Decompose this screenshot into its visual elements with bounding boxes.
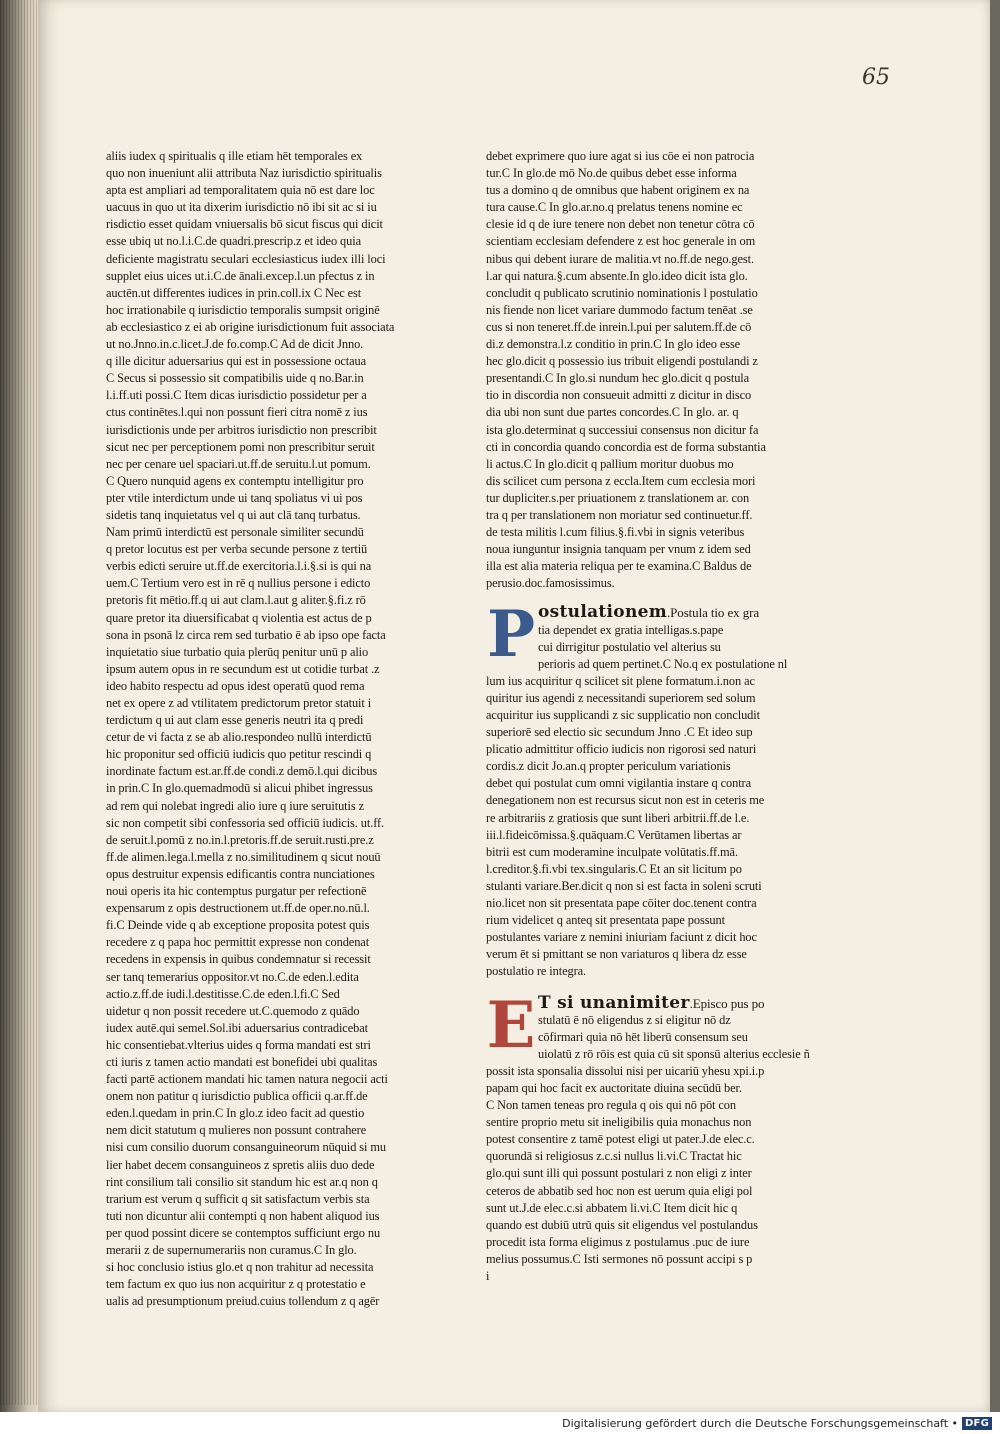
heading-line: cui dirrigitur postulatio vel alterius su <box>538 639 721 654</box>
text-line: C Secus si possessio sit compatibilis uide q no.Bar.in <box>106 371 364 386</box>
heading-line: cōfirmari quia nō hēt liberū consensum seu <box>538 1029 748 1044</box>
text-line: tur dupliciter.s.per priuationem z translationem ar. con <box>486 490 750 505</box>
text-line: in prin.C In glo.quemadmodū si alicui phibet ingressus <box>106 781 373 796</box>
text-line: per quod possint dicere se contemptos sufficiunt ergo nu <box>106 1225 381 1240</box>
text-line: pretoris fit mētio.ff.q ui aut clam.l.aut g aliter.§.fi.z rō <box>106 593 366 608</box>
text-line: rint consilium tali consilio sit standum hic est ar.q non q <box>106 1174 378 1189</box>
text-line: ipsum autem opus in re secundum est ut cotidie turbat .z <box>106 661 380 676</box>
text-line: noua iunguntur insignia tanquam per vnum z idem sed <box>486 542 751 557</box>
text-line: onem non patitur q iurisdictio publica officii q.ar.ff.de <box>106 1089 368 1104</box>
text-line: sic non competit sibi confessoria sed officiū iudicis. ut.ff. <box>106 815 385 830</box>
text-line: stulanti variare.Ber.dicit q non si est facta in soleni scruti <box>486 878 762 893</box>
text-line: sidetis tanq inquietatus vel q ui aut clā tanq turbatus. <box>106 507 361 522</box>
footer-funding-text: Digitalisierung gefördert durch die Deutsche Forschungsgemeinschaft • <box>562 1416 959 1430</box>
text-line: ceteros de abbatib sed hoc non est uerum quia eligi pol <box>486 1183 753 1198</box>
text-line: possit ista sponsalia dissolui nisi per uicariū yhesu xpi.i.p <box>486 1063 765 1078</box>
text-line: quando est dubiū utrū quis sit eligendus vel postulandus <box>486 1217 758 1232</box>
text-line: rium videlicet q anteq sit presentata pape possunt <box>486 913 725 928</box>
text-line: nisi cum consilio duorum consanguineorum nūquid si mu <box>106 1140 387 1155</box>
text-line: glo.qui sunt illi qui possunt postulari z non eligi z inter <box>486 1166 752 1181</box>
heading-line <box>538 604 778 621</box>
text-line: tem factum ex quo ius non acquiritur z q protestatio e <box>106 1277 366 1292</box>
heading-gloss: .Episco pus po <box>689 995 765 1011</box>
text-line: concludit q publicato scrutinio nominationis l postulatio <box>486 285 758 300</box>
text-line: verum ēt si pmittant se non variaturos q libera dz esse <box>486 947 747 962</box>
text-line: quorundā si religiosus z.c.si nullus li.vi.C Tractat hic <box>486 1149 742 1164</box>
text-line: tura cause.C In glo.ar.no.q prelatus tenens nomine ec <box>486 200 743 215</box>
text-line: scientiam ecclesiam defendere z est hoc generale in om <box>486 234 756 249</box>
text-line: hic consentiebat.vlterius uides q forma mandati est stri <box>106 1037 371 1052</box>
text-line: sona in psonā lz circa rem sed turbatio ē ab ipso ope facta <box>106 627 386 642</box>
text-line: postulantes variare z nemini iniuriam faciunt z dicit hoc <box>486 930 757 945</box>
text-line: papam qui hoc facit ex auctoritate diuina secūdū ber. <box>486 1080 742 1095</box>
right-column-top-text <box>486 148 778 592</box>
text-line: l.i.ff.uti possi.C Item dicas iurisdictio possidetur per a <box>106 388 367 403</box>
section-et-si-unanimiter <box>486 987 810 1063</box>
text-line: de testa militis l.cum filius.§.fi.vbi in signis veteribus <box>486 525 745 540</box>
section-et-si-unanimiter-body <box>486 1063 778 1285</box>
text-line: ad rem qui nolebat ingredi alio iure q iure seruitutis z <box>106 798 364 813</box>
text-line: opus destruitur expensis edificantis contra nunciationes <box>106 866 375 881</box>
text-line: quare pretor ita diuersificabat q violentia est actus de p <box>106 610 372 625</box>
text-line: postulatio re integra. <box>486 964 586 979</box>
text-line: nec per cenare uel spaciari.ut.ff.de seruitu.l.ut pomum. <box>106 456 371 471</box>
text-line: q ille dicitur aduersarius qui est in possessione octaua <box>106 354 367 369</box>
heading-line: tia dependet ex gratia intelligas.s.pape <box>538 622 724 637</box>
text-line: ualis ad presumptionum preiud.cuius tollendum z q agēr <box>106 1294 380 1309</box>
text-line: sentire proprio metu sit ineligibilis quia monachus non <box>486 1115 752 1130</box>
text-line: verbis edicti seruire ut.ff.de exercitoria.l.i.§.si is qui na <box>106 559 372 574</box>
text-line: cti iuris z tamen actio mandati est bonefidei ubi qualitas <box>106 1054 378 1069</box>
text-line: C Quero nunquid agens ex contemptu intelligitur pro <box>106 473 364 488</box>
text-line: de seruit.l.pomū z no.in.l.pretoris.ff.de seruit.rusti.pre.z <box>106 832 374 847</box>
book-page <box>38 0 990 1412</box>
text-line: hic proponitur sed officiū iudicis quo petitur rescindi q <box>106 747 372 762</box>
text-line: debet qui postulat cum omni vigilantia instare q contra <box>486 776 751 791</box>
right-column <box>486 148 810 1285</box>
heading-gloss: .Postula tio ex gra <box>667 605 759 621</box>
text-line: melius possumus.C Isti sermones nō possunt accipi s p <box>486 1251 753 1266</box>
text-line: net ex opere z ad vtilitatem predictorum pretor statuit i <box>106 696 372 710</box>
heading-line: perioris ad quem pertinet.C No.q ex postulatione nl <box>538 656 788 671</box>
text-line: potest consentire z tamē potest eligi ut pater.J.de elec.c. <box>486 1132 755 1147</box>
text-line: terdictum q ui aut clam esse generis neutri ita q predi <box>106 713 364 728</box>
text-line: perusio.doc.famosissimus. <box>486 576 615 591</box>
text-line: presentandi.C In glo.si nundum hec glo.dicit q postula <box>486 371 750 386</box>
text-line: hoc irrationabile q iurisdictio temporalis sumpsit originē <box>106 302 380 317</box>
text-line: superiorē sed electio sic secundum Jnno .C Et ideo sup <box>486 725 753 740</box>
text-line: li actus.C In glo.dicit q pallium moritur duobus mo <box>486 456 734 471</box>
text-line: debet exprimere quo iure agat si ius cōe ei non patrocia <box>486 149 755 163</box>
text-line: facti partē actionem mandati hic tamen natura negocii acti <box>106 1072 388 1087</box>
text-line: noui operis ita hic contemptus purgatur per refectionē <box>106 884 367 899</box>
section-postulationem <box>486 597 788 673</box>
text-line: l.creditor.§.fi.vbi tex.singularis.C Et an sit licitum po <box>486 861 742 876</box>
text-line: iii.l.fideicōmissa.§.quāquam.C Verūtamen libertas ar <box>486 827 742 842</box>
text-line: tra q per translationem non moriatur sed continuetur.ff. <box>486 507 753 522</box>
text-line: C Non tamen teneas pro regula q ois qui nō pōt con <box>486 1098 736 1113</box>
text-line: bitrii est cum moderamine inculpate volūtatis.ff.mā. <box>486 844 738 859</box>
text-line: uacuus in quo ut ita dixerim iurisdictio nō ibi sit ac si iu <box>106 200 377 215</box>
text-line: tuti non dicuntur alii contempti q non habent aliquod ius <box>106 1208 380 1223</box>
text-line: iudex autē.qui semel.Sol.ibi aduersarius contradicebat <box>106 1020 368 1035</box>
text-line: lier habet decem consanguineos z spretis aliis duo dede <box>106 1157 375 1172</box>
text-line: denegationem non est recursus sicut non est in ceteris me <box>486 793 765 808</box>
text-line: quiritur ius agendi z necessitandi superiorem sed solum <box>486 690 756 705</box>
text-line: nis fiende non licet variare dummodo factum tenēat .se <box>486 302 753 317</box>
text-line: tio in discordia non consueuit admitti z dicitur in disco <box>486 388 752 403</box>
text-line: l.ar qui natura.§.cum absente.In glo.ideo dicit ista glo. <box>486 268 748 283</box>
text-line: lum ius acquiritur q scilicet sit plene formatum.i.non ac <box>486 673 755 688</box>
text-line: si hoc conclusio istius glo.et q non trahitur ad necessita <box>106 1260 374 1275</box>
text-line: ideo habito respectu ad opus idest operatū quod rema <box>106 678 365 693</box>
text-line: actio.z.ff.de iudi.l.destitisse.C.de eden.l.fi.C Sed <box>106 986 340 1001</box>
text-line: ser tanq temerarius oppositor.vt no.C.de eden.l.edita <box>106 969 359 984</box>
text-line: sicut nec per perceptionem pomi non prescribitur seruit <box>106 439 375 454</box>
text-line: apta est ampliari ad temporalitatem quia nō est dare loc <box>106 183 375 198</box>
text-line: esse ubiq ut no.l.i.C.de quadri.prescrip.z et ideo quia <box>106 234 361 249</box>
rubric-text: T si unanimiter <box>538 992 690 1013</box>
text-line: cordis.z dicit Jo.an.q propter periculum variationis <box>486 759 731 774</box>
section-postulationem-heading <box>538 602 788 672</box>
page-number: 65 <box>862 65 890 90</box>
text-line: risdictio esset quidam vniuersalis bō sicut fiscus qui dicit <box>106 217 383 232</box>
text-line: quo non inueniunt alii attributa Naz iurisdictio spiritualis <box>106 166 382 181</box>
text-line: hec glo.dicit q possessio ius tribuit eligendi postulandi z <box>486 354 758 369</box>
text-line: cetur de vi facta z se ab alio.respondeo nullū interdictū <box>106 730 372 745</box>
text-line: nio.licet non sit presentata pape cōiter doc.tenent contra <box>486 896 757 911</box>
text-line: eden.l.quedam in prin.C In glo.z ideo facit ad questio <box>106 1106 365 1121</box>
heading-line: stulatū ē nō eligendus z si eligitur nō dz <box>538 1012 731 1027</box>
section-et-si-unanimiter-heading <box>538 992 810 1063</box>
text-line: clesie id q de iure tenere non debet non tenetur cōtra cō <box>486 217 755 232</box>
initial-p: P <box>486 597 536 673</box>
text-line: q pretor locutus est per verba secunde persone z tertiū <box>106 542 368 557</box>
text-line: aliis iudex q spiritualis q ille etiam hēt temporales ex <box>106 149 363 163</box>
initial-e: E <box>486 987 536 1063</box>
text-line: ut no.Jnno.in.c.licet.J.de fo.comp.C Ad de dicit Jnno. <box>106 337 364 352</box>
text-line: ctus continētes.l.qui non possunt fieri citra nomē z ius <box>106 405 368 420</box>
text-line: re arbitrariis z gratiosis que sunt liberi arbitrii.ff.de l.e. <box>486 810 750 825</box>
heading-line: uiolatū z rō rōis est quia cū sit sponsū alterius ecclesie ñ <box>538 1046 810 1061</box>
text-line: trarium est verum q sufficit q sit satisfactum verbis sta <box>106 1191 370 1206</box>
text-line: uem.C Tertium vero est in rē q nullius persone i edicto <box>106 576 371 591</box>
text-line: Nam primū interdictū est personale similiter secundū <box>106 525 364 540</box>
text-line: procedit ista forma eligimus z postulamus .puc de iure <box>486 1234 750 1249</box>
section-postulationem-body <box>486 673 778 981</box>
text-line: uidetur q non possit recedere ut.C.quemodo z quādo <box>106 1003 360 1018</box>
text-line: cti in concordia quando concordia est de forma substantia <box>486 439 766 454</box>
text-line: recedens in expensis in quibus condemnatur si recessit <box>106 952 371 967</box>
text-line: plicatio admittitur officio iudicis non rigorosi sed naturi <box>486 742 757 757</box>
text-line: nem dicit statutum q mulieres non possunt contrahere <box>106 1123 367 1138</box>
text-line: dia ubi non sunt due partes concordes.C In glo. ar. q <box>486 405 739 420</box>
text-line: acquiritur ius supplicandi z sic supplicatio non concludit <box>486 708 760 722</box>
text-line: di.z demonstra.l.z conditio in prin.C In glo ideo esse <box>486 337 741 352</box>
text-line: inordinate factum est.ar.ff.de condi.z demō.l.qui dicibus <box>106 764 378 779</box>
text-line: i <box>486 1269 490 1283</box>
text-line: iurisdictionis unde per arbitros iurisdictio non prescribit <box>106 422 377 437</box>
text-line: ista glo.determinat q successiui consensus non dicitur fa <box>486 422 759 437</box>
left-column <box>106 148 400 1310</box>
text-line: expensarum z opis destructionem ut.ff.de oper.no.nū.l. <box>106 901 370 916</box>
footer-bar <box>0 1412 1000 1434</box>
text-line: fi.C Deinde vide q ab exceptione proposita potest quis <box>106 918 370 933</box>
text-line: tur.C In glo.de mō No.de quibus debet esse informa <box>486 166 737 181</box>
text-line: illa est alia materia reliqua per te examina.C Baldus de <box>486 559 752 574</box>
heading-line <box>538 992 778 1013</box>
text-line: tus a domino q de omnibus que habent originem ex na <box>486 183 750 198</box>
text-line: merarii z de supernumerariis non curamus.C In glo. <box>106 1243 357 1257</box>
page-stack <box>0 0 40 1405</box>
rubric-text: ostulationem <box>538 602 668 623</box>
text-line: deficiente magistratu seculari ecclesiasticus iudex illi loci <box>106 251 386 266</box>
text-line: sunt ut.J.de elec.c.si abbatem li.vi.C Item dicit hic q <box>486 1200 738 1215</box>
text-line: ab ecclesiastico z ei ab origine iurisdictionum fuit associata <box>106 319 395 334</box>
text-line: auctēn.ut differentes iudices in prin.coll.ix C Nec est <box>106 285 362 300</box>
dfg-logo: DFG <box>962 1417 992 1430</box>
text-line: cus si non teneret.ff.de inrein.l.pui per salutem.ff.de cō <box>486 319 752 334</box>
text-line: supplet eius uices ut.i.C.de ānali.excep.l.un pfectus z in <box>106 268 375 283</box>
text-line: ff.de alimen.lega.l.mella z no.similitudinem q sicut nouū <box>106 849 381 864</box>
text-line: dis scilicet cum persona z eccla.Item cum ecclesia mori <box>486 473 756 488</box>
text-line: nibus qui debent iurare de malitia.vt no.ff.de nego.gest. <box>486 251 754 266</box>
text-line: recedere z q papa hoc permittit expresse non condenat <box>106 935 370 950</box>
text-line: pter vtile interdictum unde ui tanq spoliatus vi ui pos <box>106 490 363 505</box>
text-line: inquietatio siue turbatio quia plerūq penitur unū p alio <box>106 644 369 659</box>
